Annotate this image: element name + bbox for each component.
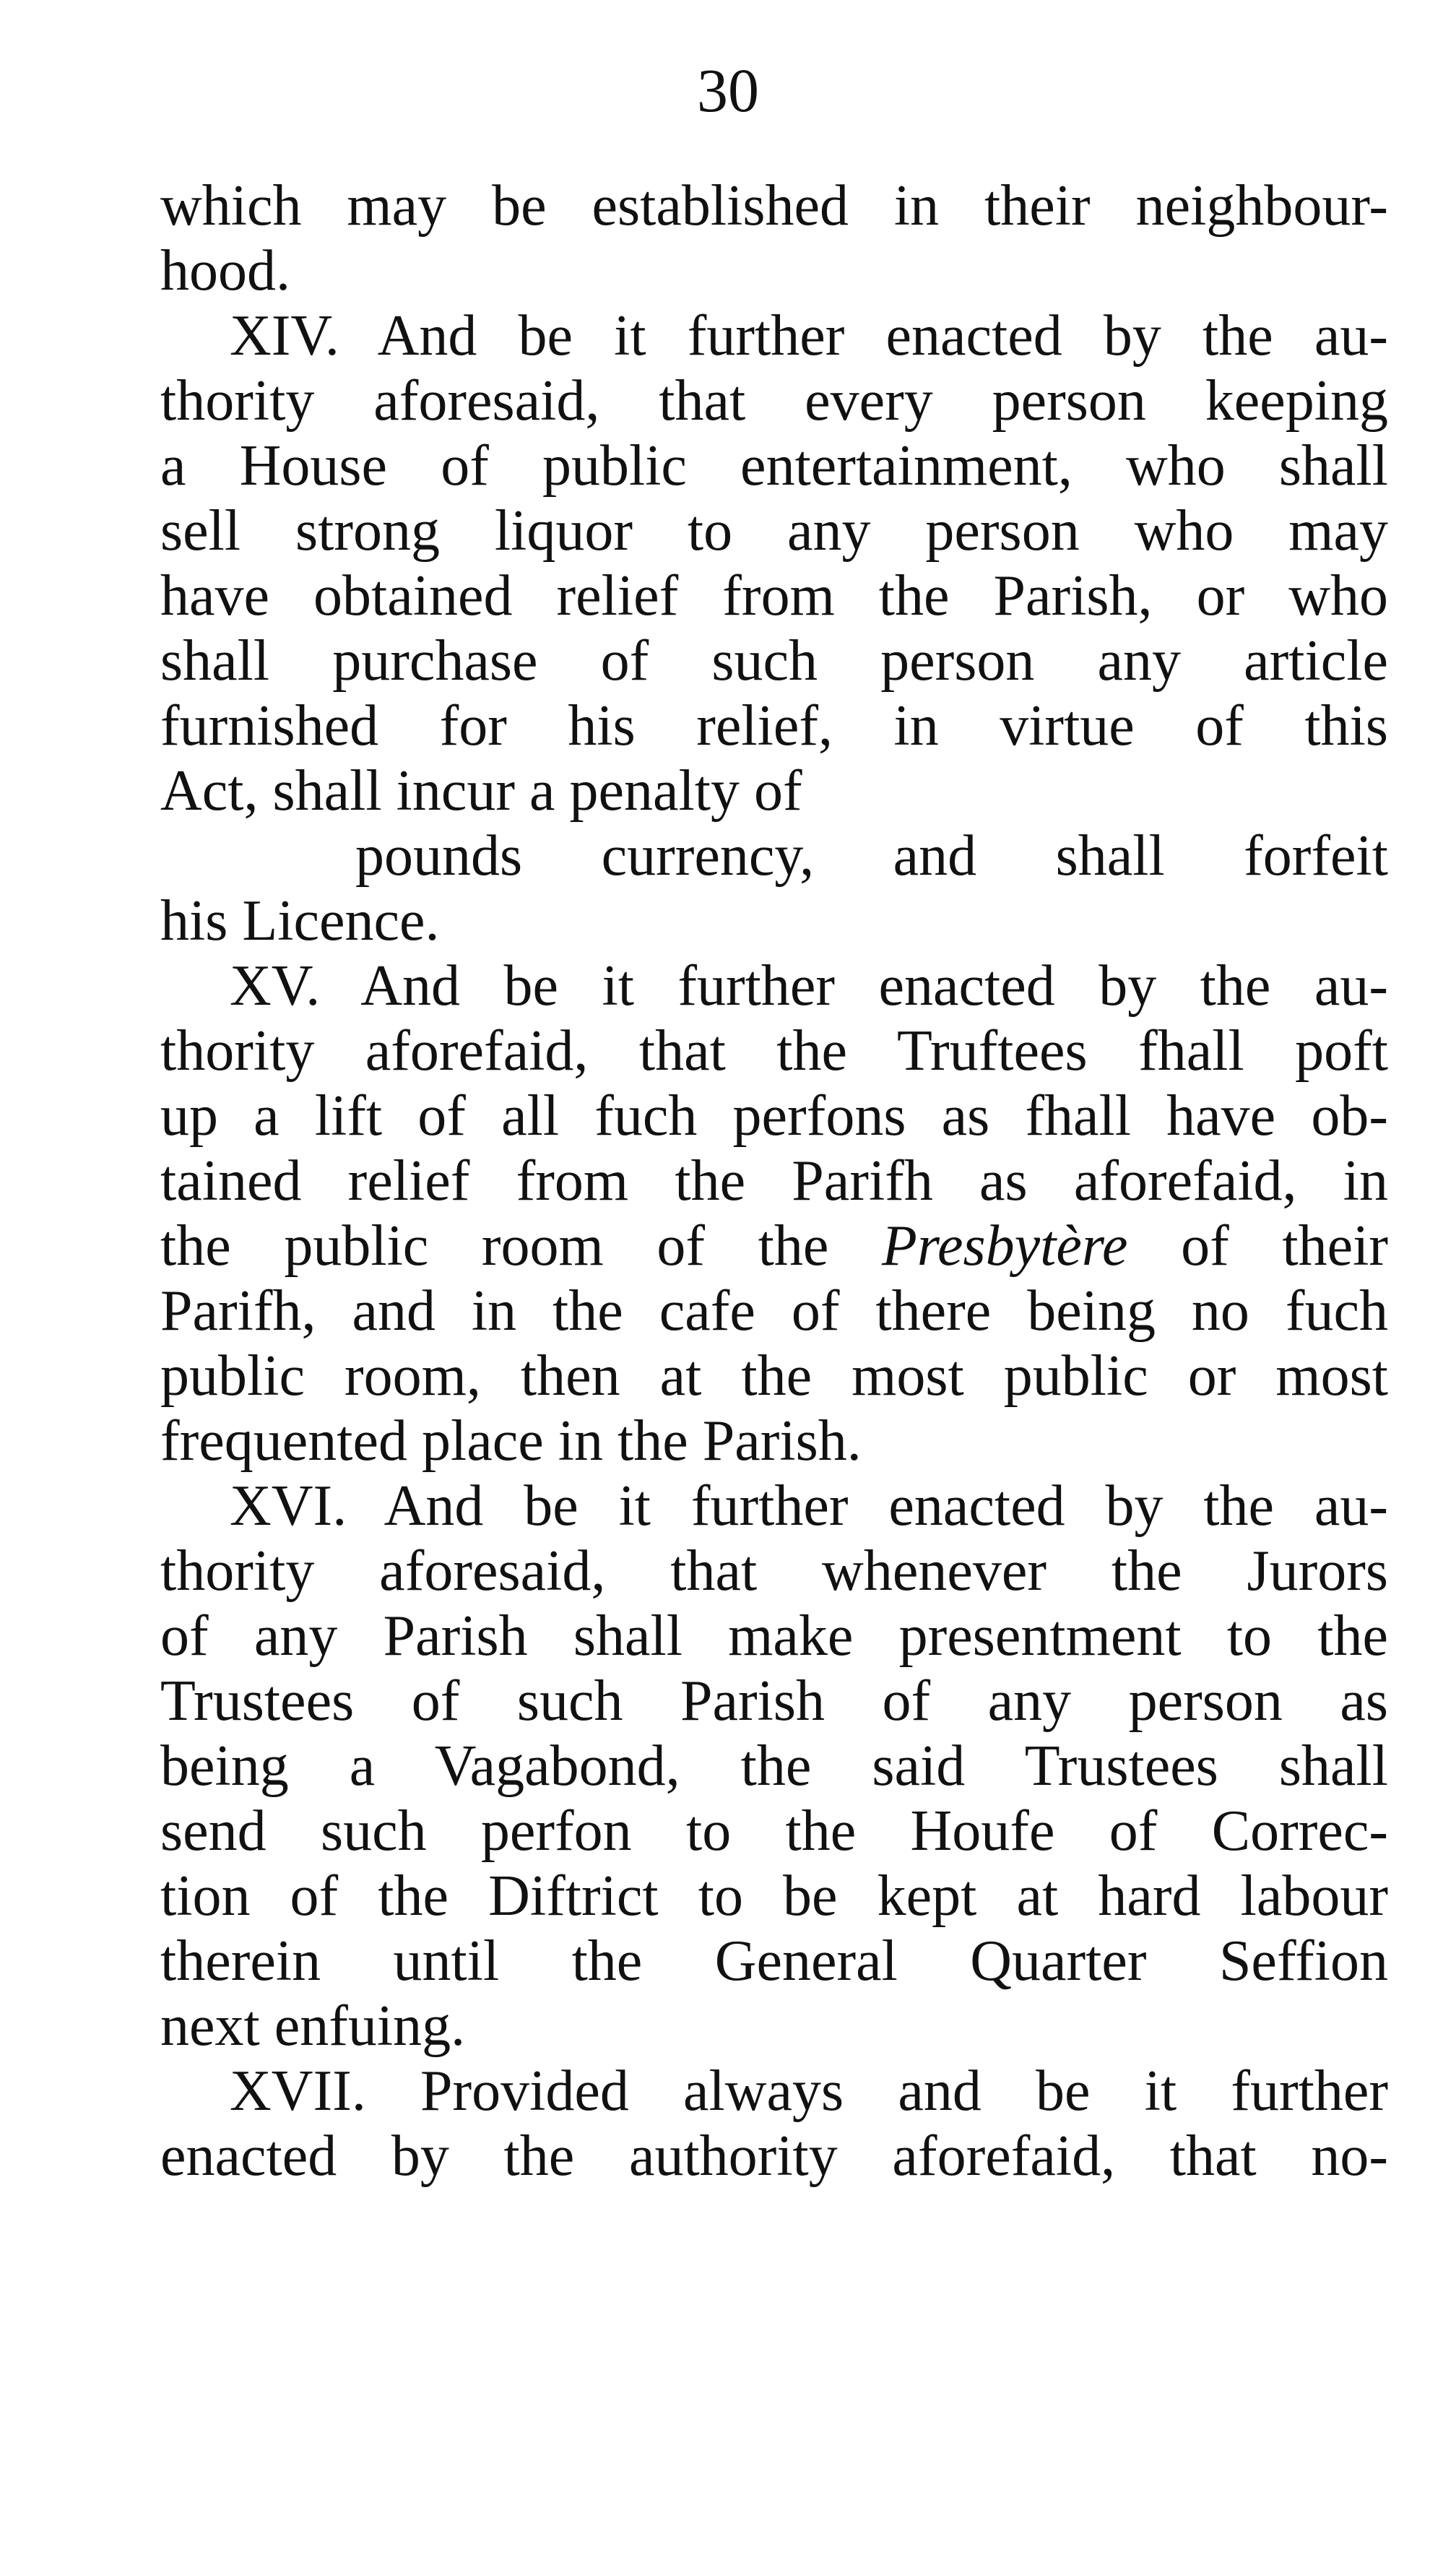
page-number: 30	[697, 56, 759, 125]
text-line: sell strong liquor to any person who may	[160, 499, 1388, 563]
text-line: being a Vagabond, the said Trustees shall	[160, 1734, 1388, 1798]
text-line: tained relief from the Parifh as aforefaid, in	[160, 1149, 1388, 1213]
text-line: Act, shall incur a penalty of	[160, 759, 802, 823]
text-line-with-italic	[160, 1213, 1388, 1278]
text-line: thority aforesaid, that whenever the Jurors	[160, 1539, 1388, 1603]
text-line: therein until the General Quarter Seffion	[160, 1929, 1388, 1993]
text-line: send such perfon to the Houfe of Correc-	[160, 1799, 1388, 1863]
text-line: pounds currency, and shall forfeit	[355, 824, 1388, 888]
text-line: thority aforesaid, that every person keeping	[160, 369, 1388, 433]
section-xv-start: XV. And be it further enacted by the au-	[230, 954, 1388, 1018]
text-line: his Licence.	[160, 889, 440, 953]
text-line: enacted by the authority aforefaid, that no-	[160, 2124, 1388, 2188]
text-line: which may be established in their neighbour-	[160, 174, 1388, 238]
text-line: public room, then at the most public or most	[160, 1344, 1388, 1408]
text-line: next enfuing.	[160, 1994, 466, 2058]
text-line: have obtained relief from the Parish, or who	[160, 564, 1388, 628]
text-segment: of their	[1181, 1214, 1389, 1278]
text-segment: the public room of the	[160, 1214, 829, 1278]
text-line: a House of public entertainment, who shall	[160, 434, 1388, 498]
text-line: hood.	[160, 239, 290, 303]
text-line: Parifh, and in the cafe of there being no fuch	[160, 1279, 1388, 1343]
section-xvi-start: XVI. And be it further enacted by the au-	[230, 1474, 1388, 1538]
text-line: shall purchase of such person any article	[160, 629, 1388, 693]
section-xiv-start: XIV. And be it further enacted by the au-	[230, 304, 1388, 368]
italic-word: Presbytère	[881, 1214, 1128, 1278]
body-text	[160, 173, 1388, 2189]
text-line: Trustees of such Parish of any person as	[160, 1669, 1388, 1733]
text-line: frequented place in the Parish.	[160, 1409, 862, 1473]
text-line: furnished for his relief, in virtue of this	[160, 694, 1388, 758]
text-line: tion of the Diftrict to be kept at hard labour	[160, 1864, 1388, 1928]
section-xvii-start: XVII. Provided always and be it further	[230, 2059, 1388, 2123]
text-line: thority aforefaid, that the Truftees fhall poft	[160, 1019, 1388, 1083]
text-line: of any Parish shall make presentment to the	[160, 1604, 1388, 1668]
text-line: up a lift of all fuch perfons as fhall have ob-	[160, 1084, 1388, 1148]
